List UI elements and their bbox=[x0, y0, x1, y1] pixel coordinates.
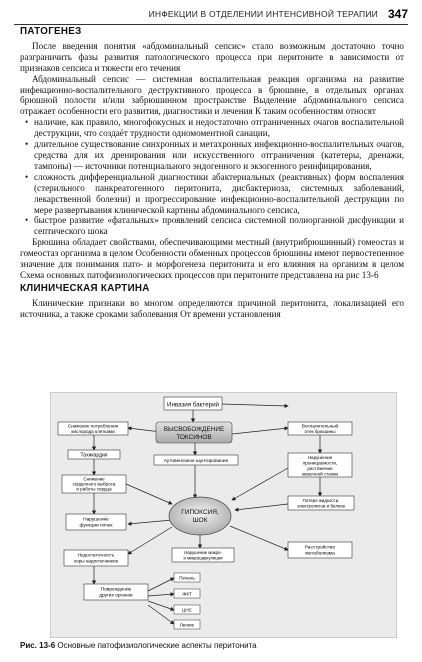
svg-text:Нарушение макро-: Нарушение макро- bbox=[184, 550, 222, 555]
node-toxin-release bbox=[156, 422, 232, 443]
page-header bbox=[14, 4, 408, 25]
svg-text:растяжение: растяжение bbox=[307, 466, 333, 471]
node-metabolism bbox=[288, 542, 352, 558]
svg-text:и микроциркуляции: и микроциркуляции bbox=[183, 555, 223, 561]
node-oxygen-consumption bbox=[58, 422, 128, 435]
node-peritoneal-edema bbox=[288, 422, 352, 435]
svg-text:Нарушение: Нарушение bbox=[307, 455, 333, 460]
caption-text: Основные патофизиологические аспекты перитонита bbox=[57, 641, 257, 650]
svg-text:и работы сердца: и работы сердца bbox=[76, 486, 112, 492]
svg-text:ЦНС: ЦНС bbox=[181, 607, 193, 613]
page-number: 347 bbox=[387, 7, 408, 21]
svg-text:Снижение: Снижение bbox=[83, 476, 105, 482]
running-title: ИНФЕКЦИИ В ОТДЕЛЕНИИ ИНТЕНСИВНОЙ ТЕРАПИИ bbox=[148, 9, 378, 19]
paragraph: После введения понятия «абдоминальный сепсис» стало возможным достаточно точно разграничить фазы развития патологического процесса при перитоните в зависимости от признаков сепсиса и тяжести его течения bbox=[20, 40, 404, 73]
node-hypoxia-shock bbox=[169, 497, 231, 535]
caption-label: Рис. 13-6 bbox=[20, 641, 56, 650]
svg-text:сердечного выброса: сердечного выброса bbox=[72, 481, 116, 487]
list-item: • длительное существование синхронных и метахронных инфекционно-воспалительных очагов, средства для их дренирования или искусственного отграничения (катетеры, дренажи, тампоны) — источники потенциального эндогенного и экзогенного реинфицирования, bbox=[34, 139, 404, 172]
svg-text:ВЫСВОБОЖДЕНИЕ: ВЫСВОБОЖДЕНИЕ bbox=[163, 426, 225, 433]
svg-text:ТОКСИНОВ: ТОКСИНОВ bbox=[176, 434, 212, 441]
page-body bbox=[20, 27, 404, 320]
paragraph: Абдоминальный сепсис — системная воспалительная реакция организма на развитие инфекционно-воспалительного деструктивного процесса в брюшине, в отдельных органах брюшной полости и/или забрюшинном пространстве Выделение абдоминального сепсиса отражает особенности его развития, диагностики и лечения К таким особенностям относят bbox=[20, 73, 404, 117]
svg-text:ШОК: ШОК bbox=[192, 517, 208, 524]
node-tachycardia bbox=[68, 450, 120, 459]
svg-text:коры надпочечников: коры надпочечников bbox=[74, 558, 118, 564]
list-item: • быстрое развитие «фатальных» проявлений сепсиса системной полиорганной дисфункции и септического шока bbox=[34, 215, 404, 237]
organ-liver bbox=[174, 573, 200, 582]
svg-text:Печень: Печень bbox=[179, 575, 195, 581]
organ-lungs bbox=[174, 620, 200, 629]
svg-text:Снижение потребления: Снижение потребления bbox=[67, 423, 119, 429]
features-list bbox=[20, 117, 404, 237]
svg-text:других органов: других органов bbox=[99, 593, 133, 599]
node-kidney-function bbox=[66, 514, 126, 530]
svg-text:проницаемости,: проницаемости, bbox=[302, 460, 338, 466]
svg-text:функции почек: функции почек bbox=[79, 523, 113, 529]
svg-text:отек брюшины: отек брюшины bbox=[304, 429, 336, 434]
svg-text:Тахикардия: Тахикардия bbox=[80, 452, 108, 459]
svg-text:Аутовенозное шунтирование: Аутовенозное шунтирование bbox=[163, 459, 229, 464]
node-microcirculation bbox=[172, 548, 234, 562]
svg-text:Воспалительный: Воспалительный bbox=[301, 423, 339, 429]
node-autovenous-shunting bbox=[154, 455, 238, 465]
node-permeability bbox=[288, 453, 352, 477]
organ-git bbox=[174, 589, 200, 598]
svg-text:Расстройство: Расстройство bbox=[304, 545, 336, 551]
svg-text:Повреждение: Повреждение bbox=[100, 587, 132, 593]
organ-cns bbox=[174, 605, 200, 614]
svg-text:Инвазия бактерий: Инвазия бактерий bbox=[167, 401, 219, 409]
svg-text:ЖКТ: ЖКТ bbox=[182, 591, 192, 597]
svg-text:метаболизма: метаболизма bbox=[305, 551, 335, 557]
paragraph: Клинические признаки во многом определяются причиной перитонита, локализацией его источника, а также сроками заболевания От времени установления bbox=[20, 297, 404, 319]
pathophysiology-diagram bbox=[50, 392, 397, 638]
node-other-organs bbox=[84, 584, 148, 600]
svg-text:кишечной стенки: кишечной стенки bbox=[301, 471, 339, 477]
svg-text:Недостаточность: Недостаточность bbox=[77, 552, 115, 558]
svg-text:Легкие: Легкие bbox=[179, 622, 195, 628]
list-item: • наличие, как правило, многофокусных и недостаточно отграниченных очагов воспалительной деструкции, что создаёт трудности одномоментной санации, bbox=[34, 117, 404, 139]
list-item: • сложность дифференциальной диагностики абактериальных (реактивных) форм воспаления (стерильного панкреатогенного перитонита, дисбактериоза, системных заболеваний, лекарственной болезни) и прогрессирование инфекционно-воспалительной деструкции по мере развертывания клинической картины абдоминального сепсиса, bbox=[34, 172, 404, 216]
node-adrenal-insufficiency bbox=[64, 550, 128, 566]
node-cardiac-output bbox=[62, 475, 126, 493]
node-fluid-loss bbox=[288, 496, 354, 510]
paragraph: Брюшина обладает свойствами, обеспечивающими местный (внутрибрюшинный) гомеостаз и гомеостаз организма в целом Особенности обменных процессов брюшины имеют первостепенное значение для понимания пато- и морфогенеза перитонита и его влияния на организм в целом Схема основных патофизиологических процессов при перитоните представлена на рис 13-6 bbox=[20, 237, 404, 280]
svg-text:Нарушение: Нарушение bbox=[83, 517, 109, 523]
svg-text:Потеря жидкости,: Потеря жидкости, bbox=[302, 498, 340, 503]
node-invasion bbox=[164, 397, 222, 410]
section-heading-pathogenesis: ПАТОГЕНЕЗ bbox=[20, 26, 82, 37]
svg-text:ГИПОКСИЯ,: ГИПОКСИЯ, bbox=[181, 509, 219, 516]
figure-caption bbox=[20, 641, 257, 650]
svg-text:электролитов и белков: электролитов и белков bbox=[297, 503, 345, 509]
section-heading-clinical: КЛИНИЧЕСКАЯ КАРТИНА bbox=[20, 282, 150, 294]
svg-text:кислорода клетками: кислорода клетками bbox=[71, 429, 115, 434]
